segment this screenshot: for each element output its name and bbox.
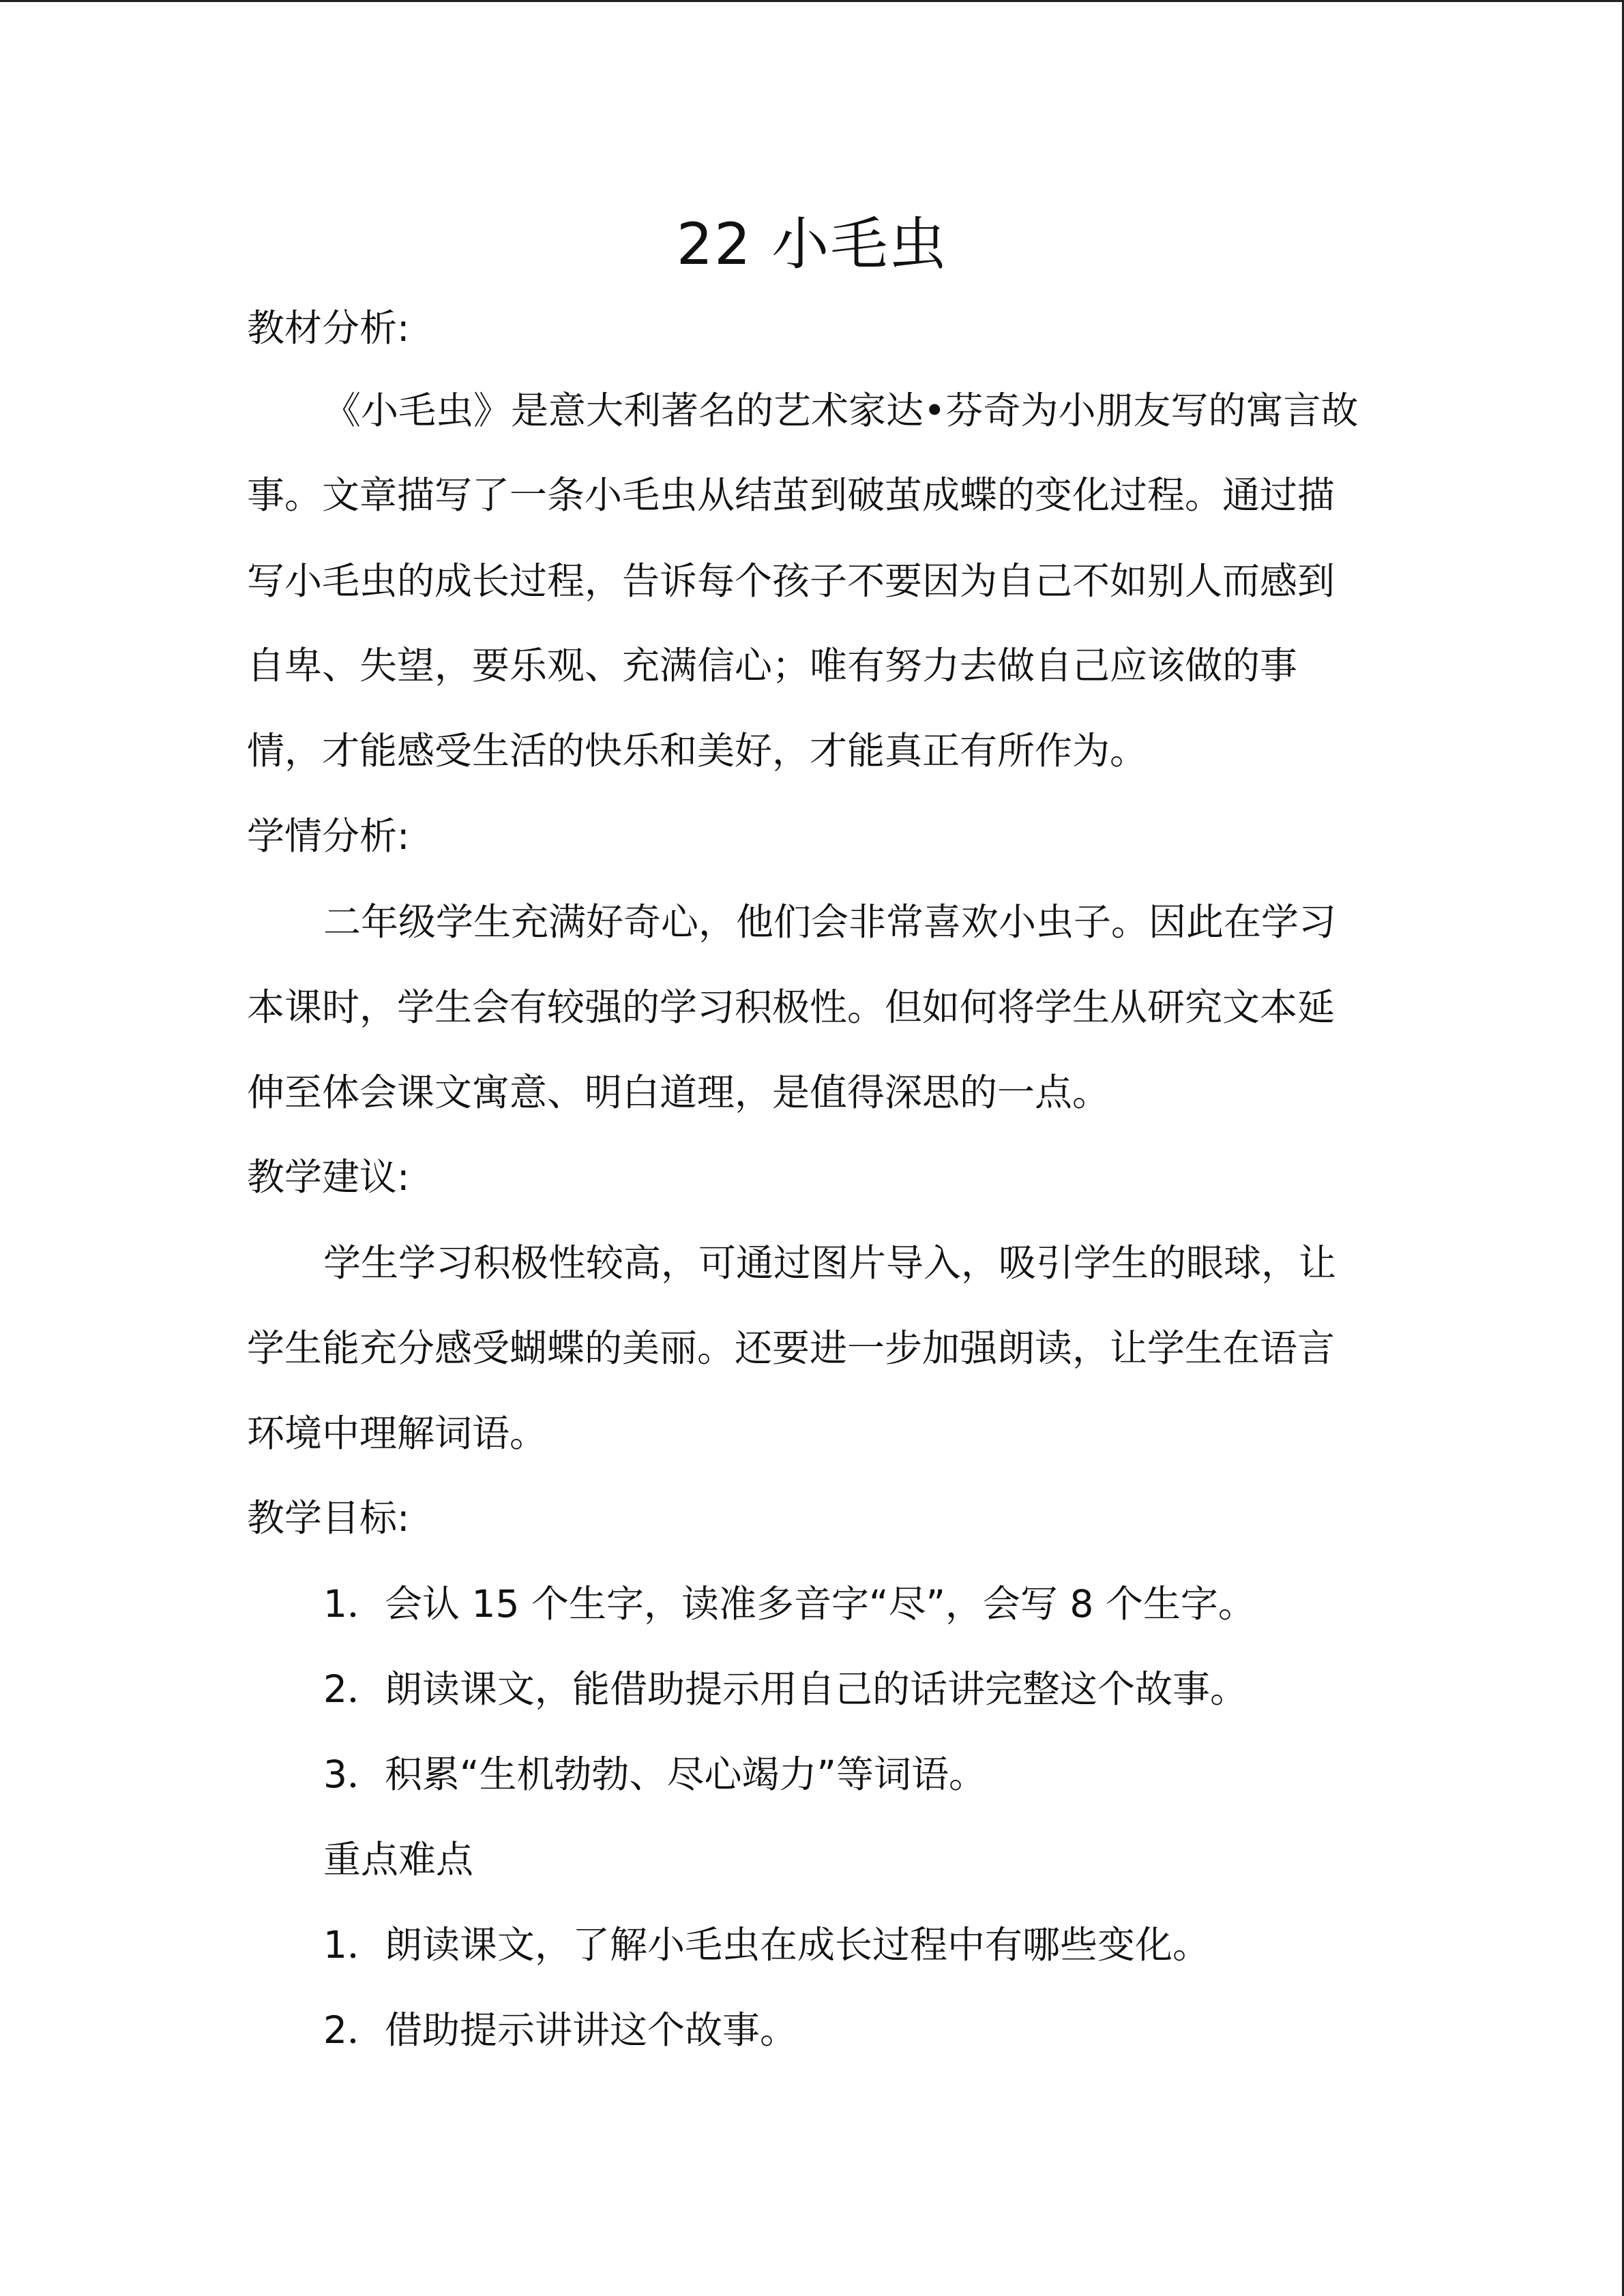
- paragraph-line: 本课时，学生会有较强的学习积极性。但如何将学生从研究文本延: [247, 985, 1335, 1029]
- paragraph-line: 环境中理解词语。: [247, 1412, 548, 1455]
- paragraph-line: 学生能充分感受蝴蝶的美丽。还要进一步加强朗读，让学生在语言: [247, 1326, 1335, 1370]
- objective-item: 2．朗读课文，能借助提示用自己的话讲完整这个故事。: [323, 1667, 1247, 1711]
- paragraph-line: 情，才能感受生活的快乐和美好，才能真正有所作为。: [247, 729, 1148, 773]
- section-heading-teaching-objectives: 教学目标:: [247, 1496, 410, 1540]
- document-title: 22 小毛虫: [676, 211, 948, 278]
- paragraph-line: 二年级学生充满好奇心，他们会非常喜欢小虫子。因此在学习: [323, 900, 1337, 944]
- paragraph-line: 事。文章描写了一条小毛虫从结茧到破茧成蝶的变化过程。通过描: [247, 473, 1335, 517]
- paragraph-line: 学生学习积极性较高，可通过图片导入，吸引学生的眼球，让: [323, 1241, 1337, 1285]
- key-point-item: 1．朗读课文，了解小毛虫在成长过程中有哪些变化。: [323, 1923, 1210, 1967]
- paragraph-line: 《小毛虫》是意大利著名的艺术家达•芬奇为小朋友写的寓言故: [323, 389, 1359, 432]
- section-heading-key-difficulties: 重点难点: [323, 1838, 474, 1881]
- paragraph-line: 自卑、失望，要乐观、充满信心；唯有努力去做自己应该做的事: [247, 644, 1298, 687]
- section-heading-teaching-suggestions: 教学建议:: [247, 1155, 410, 1199]
- section-heading-student-analysis: 学情分析:: [247, 814, 410, 858]
- paragraph-line: 写小毛虫的成长过程，告诉每个孩子不要因为自己不如别人而感到: [247, 559, 1335, 603]
- objective-item: 1．会认 15 个生字，读准多音字“尽”，会写 8 个生字。: [323, 1582, 1256, 1626]
- paragraph-line: 伸至体会课文寓意、明白道理，是值得深思的一点。: [247, 1071, 1110, 1114]
- key-point-item: 2．借助提示讲讲这个故事。: [323, 2008, 797, 2052]
- objective-item: 3．积累“生机勃勃、尽心竭力”等词语。: [323, 1753, 986, 1796]
- section-heading-textbook-analysis: 教材分析:: [247, 306, 410, 350]
